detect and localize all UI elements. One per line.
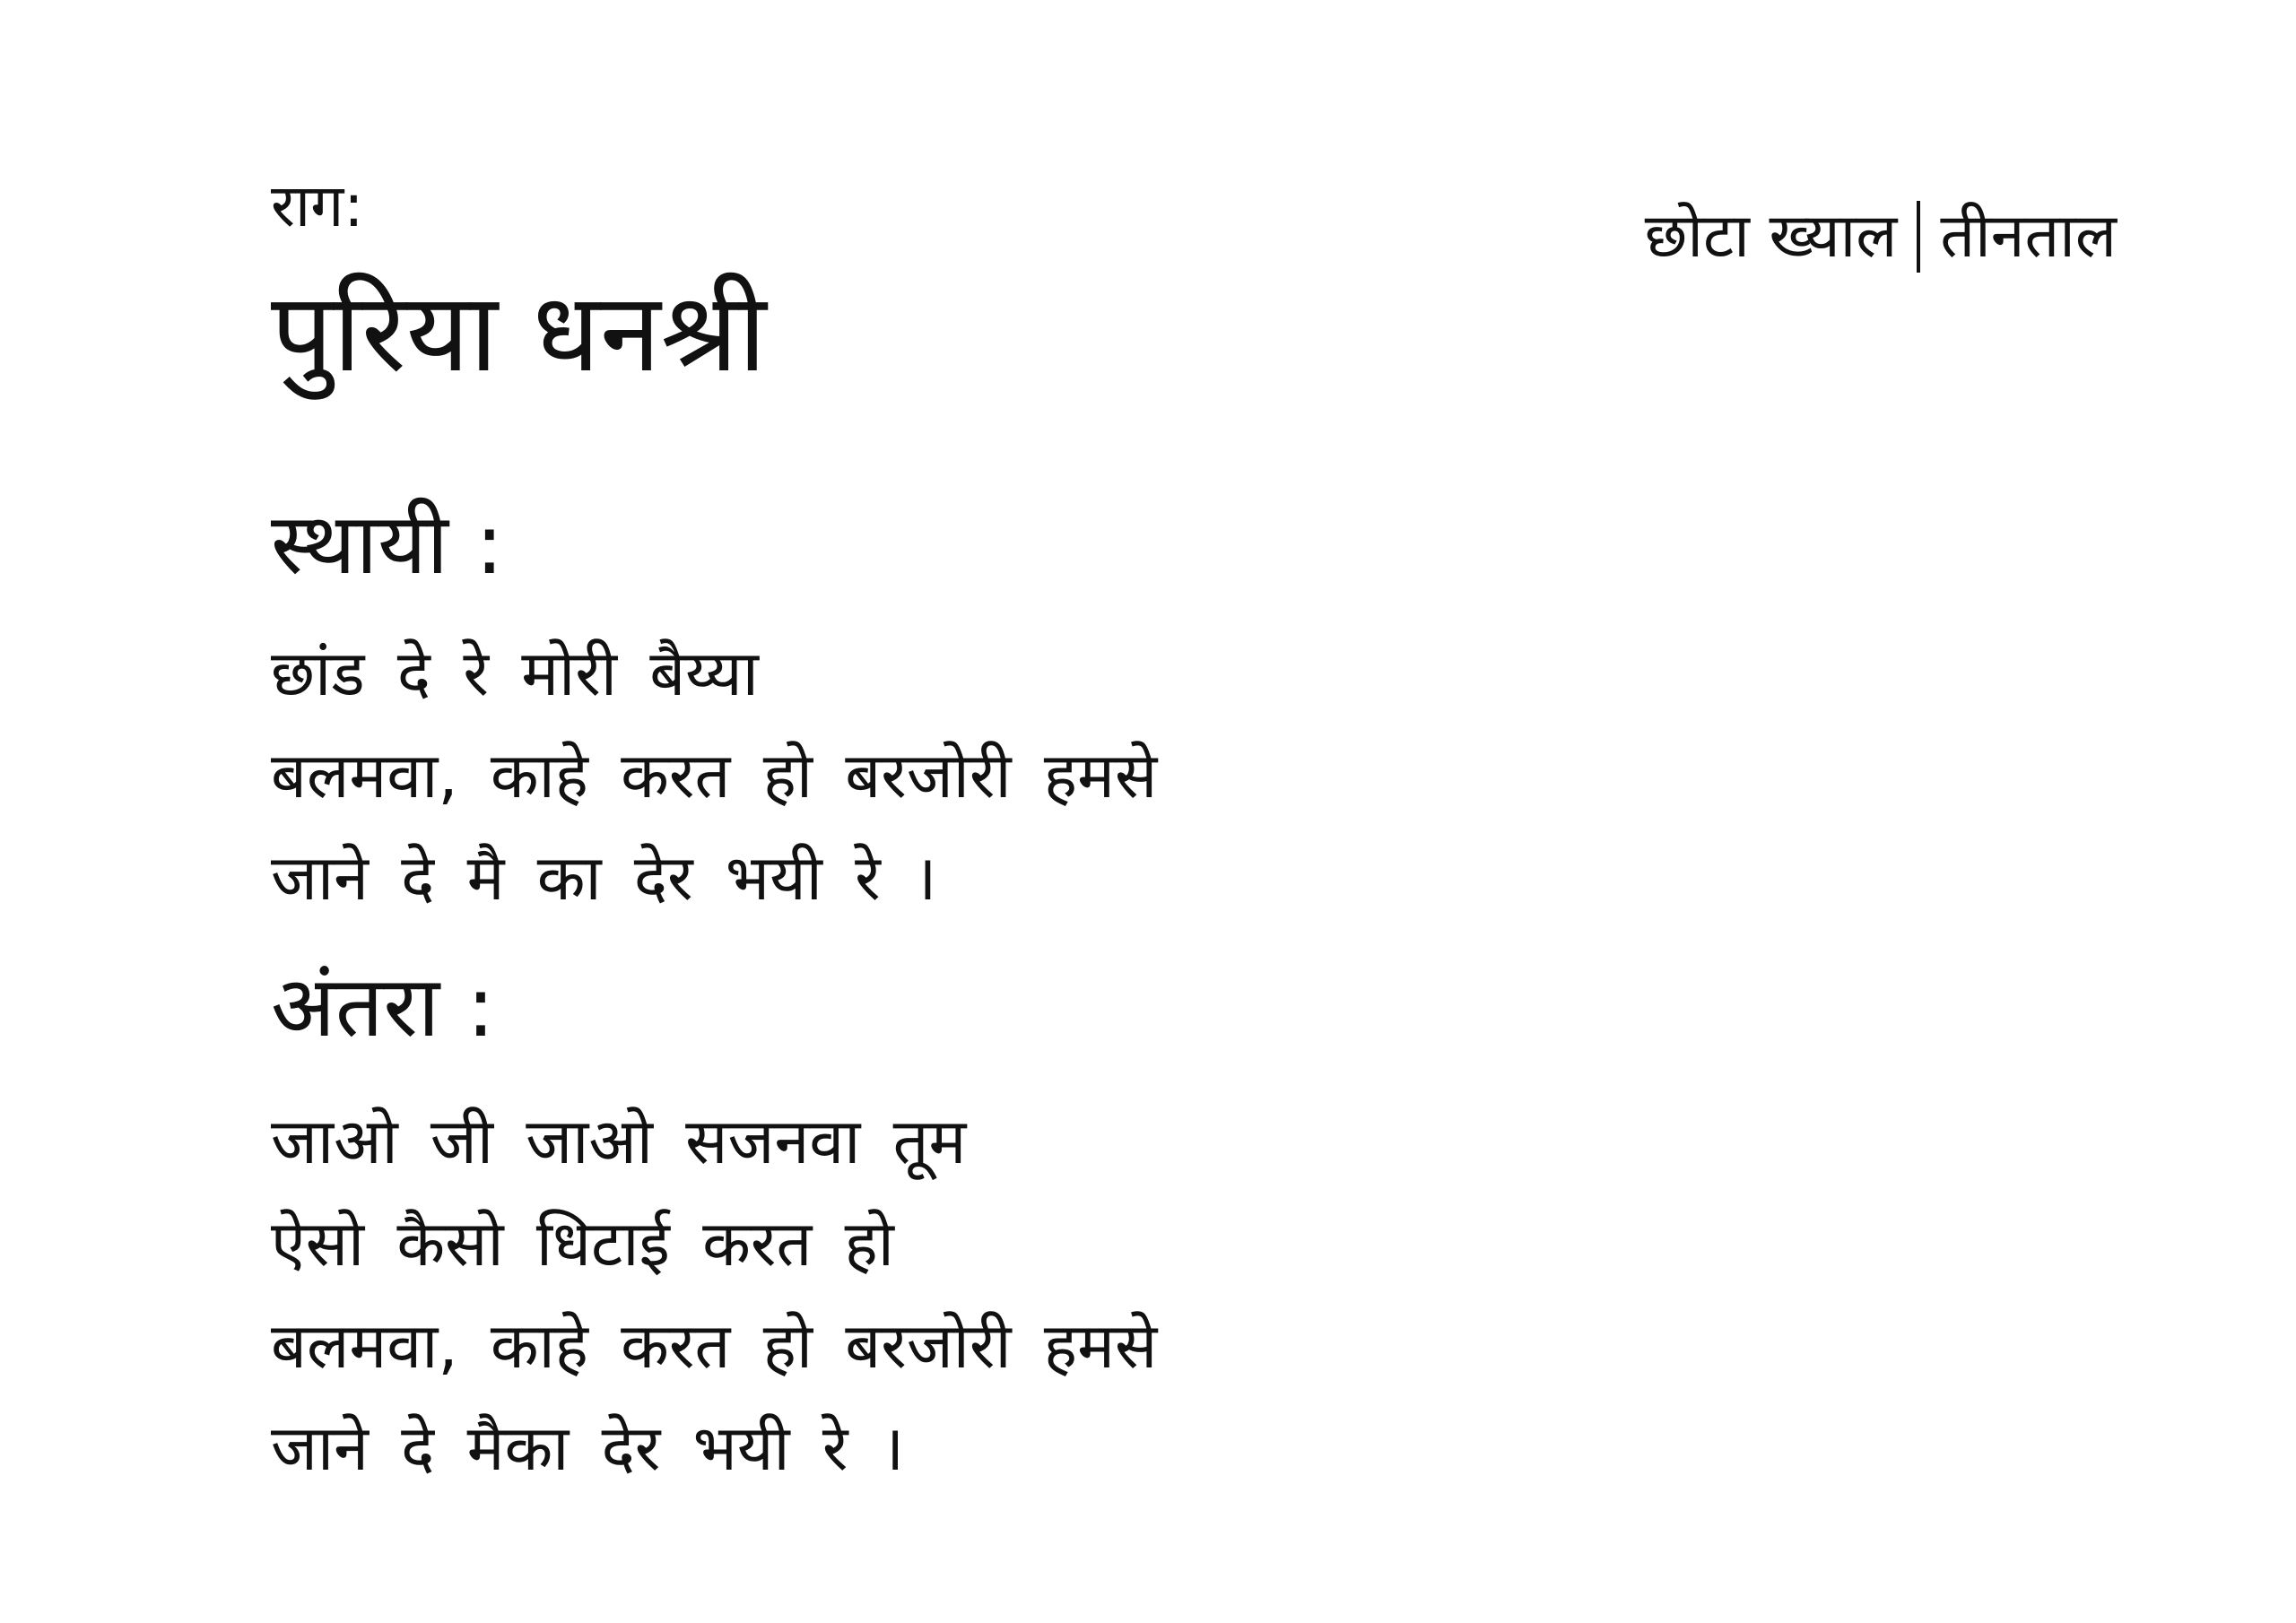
sthayi-verse (271, 622, 1157, 929)
verse-line: जाने दे मैका देर भयी रे । (271, 1411, 905, 1485)
verse-line: जाओ जी जाओ सजनवा तूम (271, 1105, 967, 1178)
verse-line: ऐसो कैसो धिटाई करत हो (271, 1207, 894, 1280)
verse-line: बलमवा, काहे करत हो बरजोरी हमसे (271, 1309, 1158, 1383)
verse-line: छांड दे रे मोरी बैय्या (271, 637, 759, 710)
antara-verse (271, 1090, 1157, 1499)
composition-info (1645, 199, 2117, 274)
taal-name: तीनताल (1940, 201, 2117, 272)
raga-name-title: पुरिया धनश्री (271, 269, 767, 396)
separator-bar (1917, 201, 1920, 273)
verse-line: जाने दे मै का देर भयी रे । (271, 841, 937, 915)
raga-label: राग: (271, 171, 364, 240)
sthayi-heading: स्थायी : (271, 496, 504, 594)
composition-form: छोटा ख्याल (1644, 201, 1898, 272)
antara-heading: अंतरा : (271, 959, 495, 1056)
verse-line: बलमवा, काहे करत हो बरजोरी हमसे (271, 739, 1158, 812)
